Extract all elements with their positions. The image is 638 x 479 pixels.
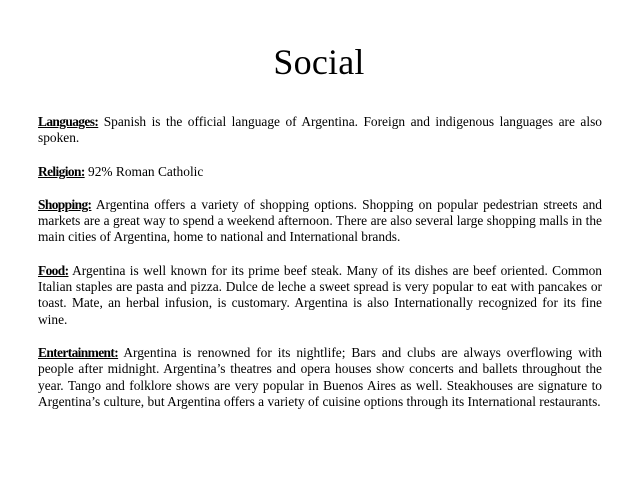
section-food [38,263,602,328]
section-text: Argentina is well known for its prime beef steak. Many of its dishes are beef oriented. Common Italian staples are pasta and pizza. Dulce de leche a sweet spread is very popular to eat with pancakes or toast. Mate, an herbal infusion, is customary. Argentina is also Internationally recognized for its fine wine. [38,262,602,327]
section-label: Religion: [38,163,85,179]
slide-body [38,114,602,427]
slide-title: Social [273,42,365,82]
section-religion [38,164,602,180]
section-label: Shopping: [38,196,92,212]
section-shopping [38,197,602,246]
section-text: Spanish is the official language of Argentina. Foreign and indigenous languages are also spoken. [38,114,602,146]
section-label: Languages: [38,114,99,129]
section-label: Food: [38,262,69,278]
section-text: Argentina offers a variety of shopping options. Shopping on popular pedestrian streets and markets are a great way to spend a weekend afternoon. There are also several large shopping malls in the main cities of Argentina, home to national and International brands. [38,196,602,245]
section-entertainment [38,345,602,410]
section-label: Entertainment: [38,344,119,360]
section-text: Argentina is renowned for its nightlife; Bars and clubs are always overflowing with people after midnight. Argentina’s theatres and opera houses show concerts and ballets throughout the year. Tango and folklore shows are very popular in Buenos Aires as well. Steakhouses are signature to Argentina’s culture, but Argentina offers a variety of cuisine options through its International restaurants. [38,344,602,409]
section-text: 92% Roman Catholic [88,163,204,179]
section-languages [38,114,602,147]
